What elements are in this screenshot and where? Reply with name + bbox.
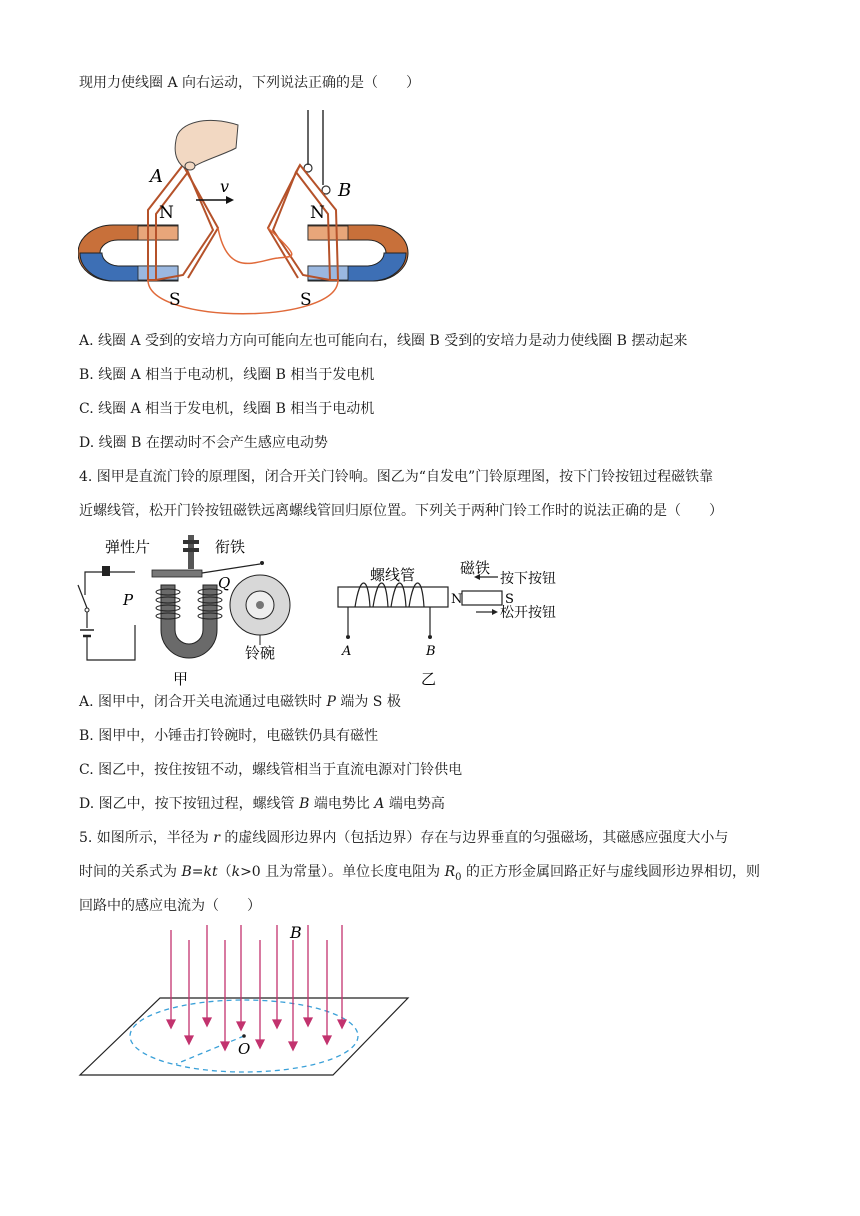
bar-magnet bbox=[462, 591, 502, 605]
label-solenoid: 螺线管 bbox=[370, 566, 416, 584]
label-a-terminal: A bbox=[342, 644, 352, 659]
q5-stem-line2: 时间的关系式为 B=kt（k>0 且为常量）。单位长度电阻为 $R_0$ 的正方形金属回路正好与虚线圆形边界相切，则 bbox=[79, 864, 760, 883]
label-press: 按下按钮 bbox=[500, 571, 556, 587]
label-a: A bbox=[150, 166, 163, 187]
hand bbox=[175, 120, 238, 170]
label-s-left: S bbox=[169, 290, 181, 310]
electromagnet bbox=[161, 585, 217, 658]
q4-figure-jia bbox=[75, 530, 315, 690]
label-bell: 铃碗 bbox=[245, 644, 276, 662]
label-s: S bbox=[505, 592, 514, 607]
q3-option-a: A. 线圈 A 受到的安培力方向可能向左也可能向右，线圈 B 受到的安培力是动力使线圈 B 摆动起来 bbox=[79, 333, 688, 349]
q4-stem-line2: 近螺线管，松开门铃按钮磁铁远离螺线管回归原位置。下列关于两种门铃工作时的说法正确的是（ ） bbox=[79, 503, 723, 519]
armature bbox=[152, 570, 202, 577]
label-q: Q bbox=[218, 574, 231, 592]
caption-jia: 甲 bbox=[173, 670, 189, 688]
label-magnet: 磁铁 bbox=[460, 559, 491, 577]
q4-option-c: C. 图乙中，按住按钮不动，螺线管相当于直流电源对门铃供电 bbox=[79, 762, 463, 778]
label-elastic: 弹性片 bbox=[105, 538, 151, 556]
q3-option-d: D. 线圈 B 在摆动时不会产生感应电动势 bbox=[79, 435, 328, 451]
label-release: 松开按钮 bbox=[500, 605, 556, 621]
q3-stem: 现用力使线圈 A 向右运动，下列说法正确的是（ ） bbox=[79, 75, 421, 91]
label-n: N bbox=[451, 592, 463, 607]
label-v: v bbox=[220, 177, 230, 196]
label-b-terminal: B bbox=[426, 644, 436, 659]
q3-option-b: B. 线圈 A 相当于电动机，线圈 B 相当于发电机 bbox=[79, 367, 375, 383]
q4-figure-yi bbox=[330, 555, 560, 690]
label-s-right: S bbox=[300, 290, 312, 310]
q3-option-c: C. 线圈 A 相当于发电机，线圈 B 相当于电动机 bbox=[79, 401, 375, 417]
label-b-field: B bbox=[290, 923, 302, 942]
q4-option-d: D. 图乙中，按下按钮过程，螺线管 B 端电势比 A 端电势高 bbox=[79, 796, 445, 812]
q5-stem-line3: 回路中的感应电流为（ ） bbox=[79, 898, 261, 914]
q4-option-a: A. 图甲中，闭合开关电流通过电磁铁时 P 端为 S 极 bbox=[79, 694, 401, 710]
caption-yi: 乙 bbox=[421, 670, 437, 688]
q5-figure bbox=[78, 920, 413, 1080]
connecting-wire-top bbox=[218, 228, 292, 263]
q3-figure bbox=[78, 110, 418, 315]
label-p: P bbox=[123, 591, 134, 609]
q5-stem-line1: 5. 如图所示，半径为 r 的虚线圆形边界内（包括边界）存在与边界垂直的匀强磁场，其磁感应强度大小与 bbox=[79, 830, 729, 846]
label-armature: 衔铁 bbox=[215, 538, 246, 556]
label-n-left: N bbox=[159, 203, 174, 223]
q4-stem-line1: 4. 图甲是直流门铃的原理图，闭合开关门铃响。图乙为“自发电”门铃原理图，按下门铃按钮过程磁铁靠 bbox=[79, 469, 714, 485]
label-n-right: N bbox=[310, 203, 325, 223]
label-b: B bbox=[338, 180, 352, 201]
label-o-center: O bbox=[238, 1040, 251, 1058]
q4-option-b: B. 图甲中，小锤击打铃碗时，电磁铁仍具有磁性 bbox=[79, 728, 379, 744]
switch bbox=[78, 585, 87, 608]
